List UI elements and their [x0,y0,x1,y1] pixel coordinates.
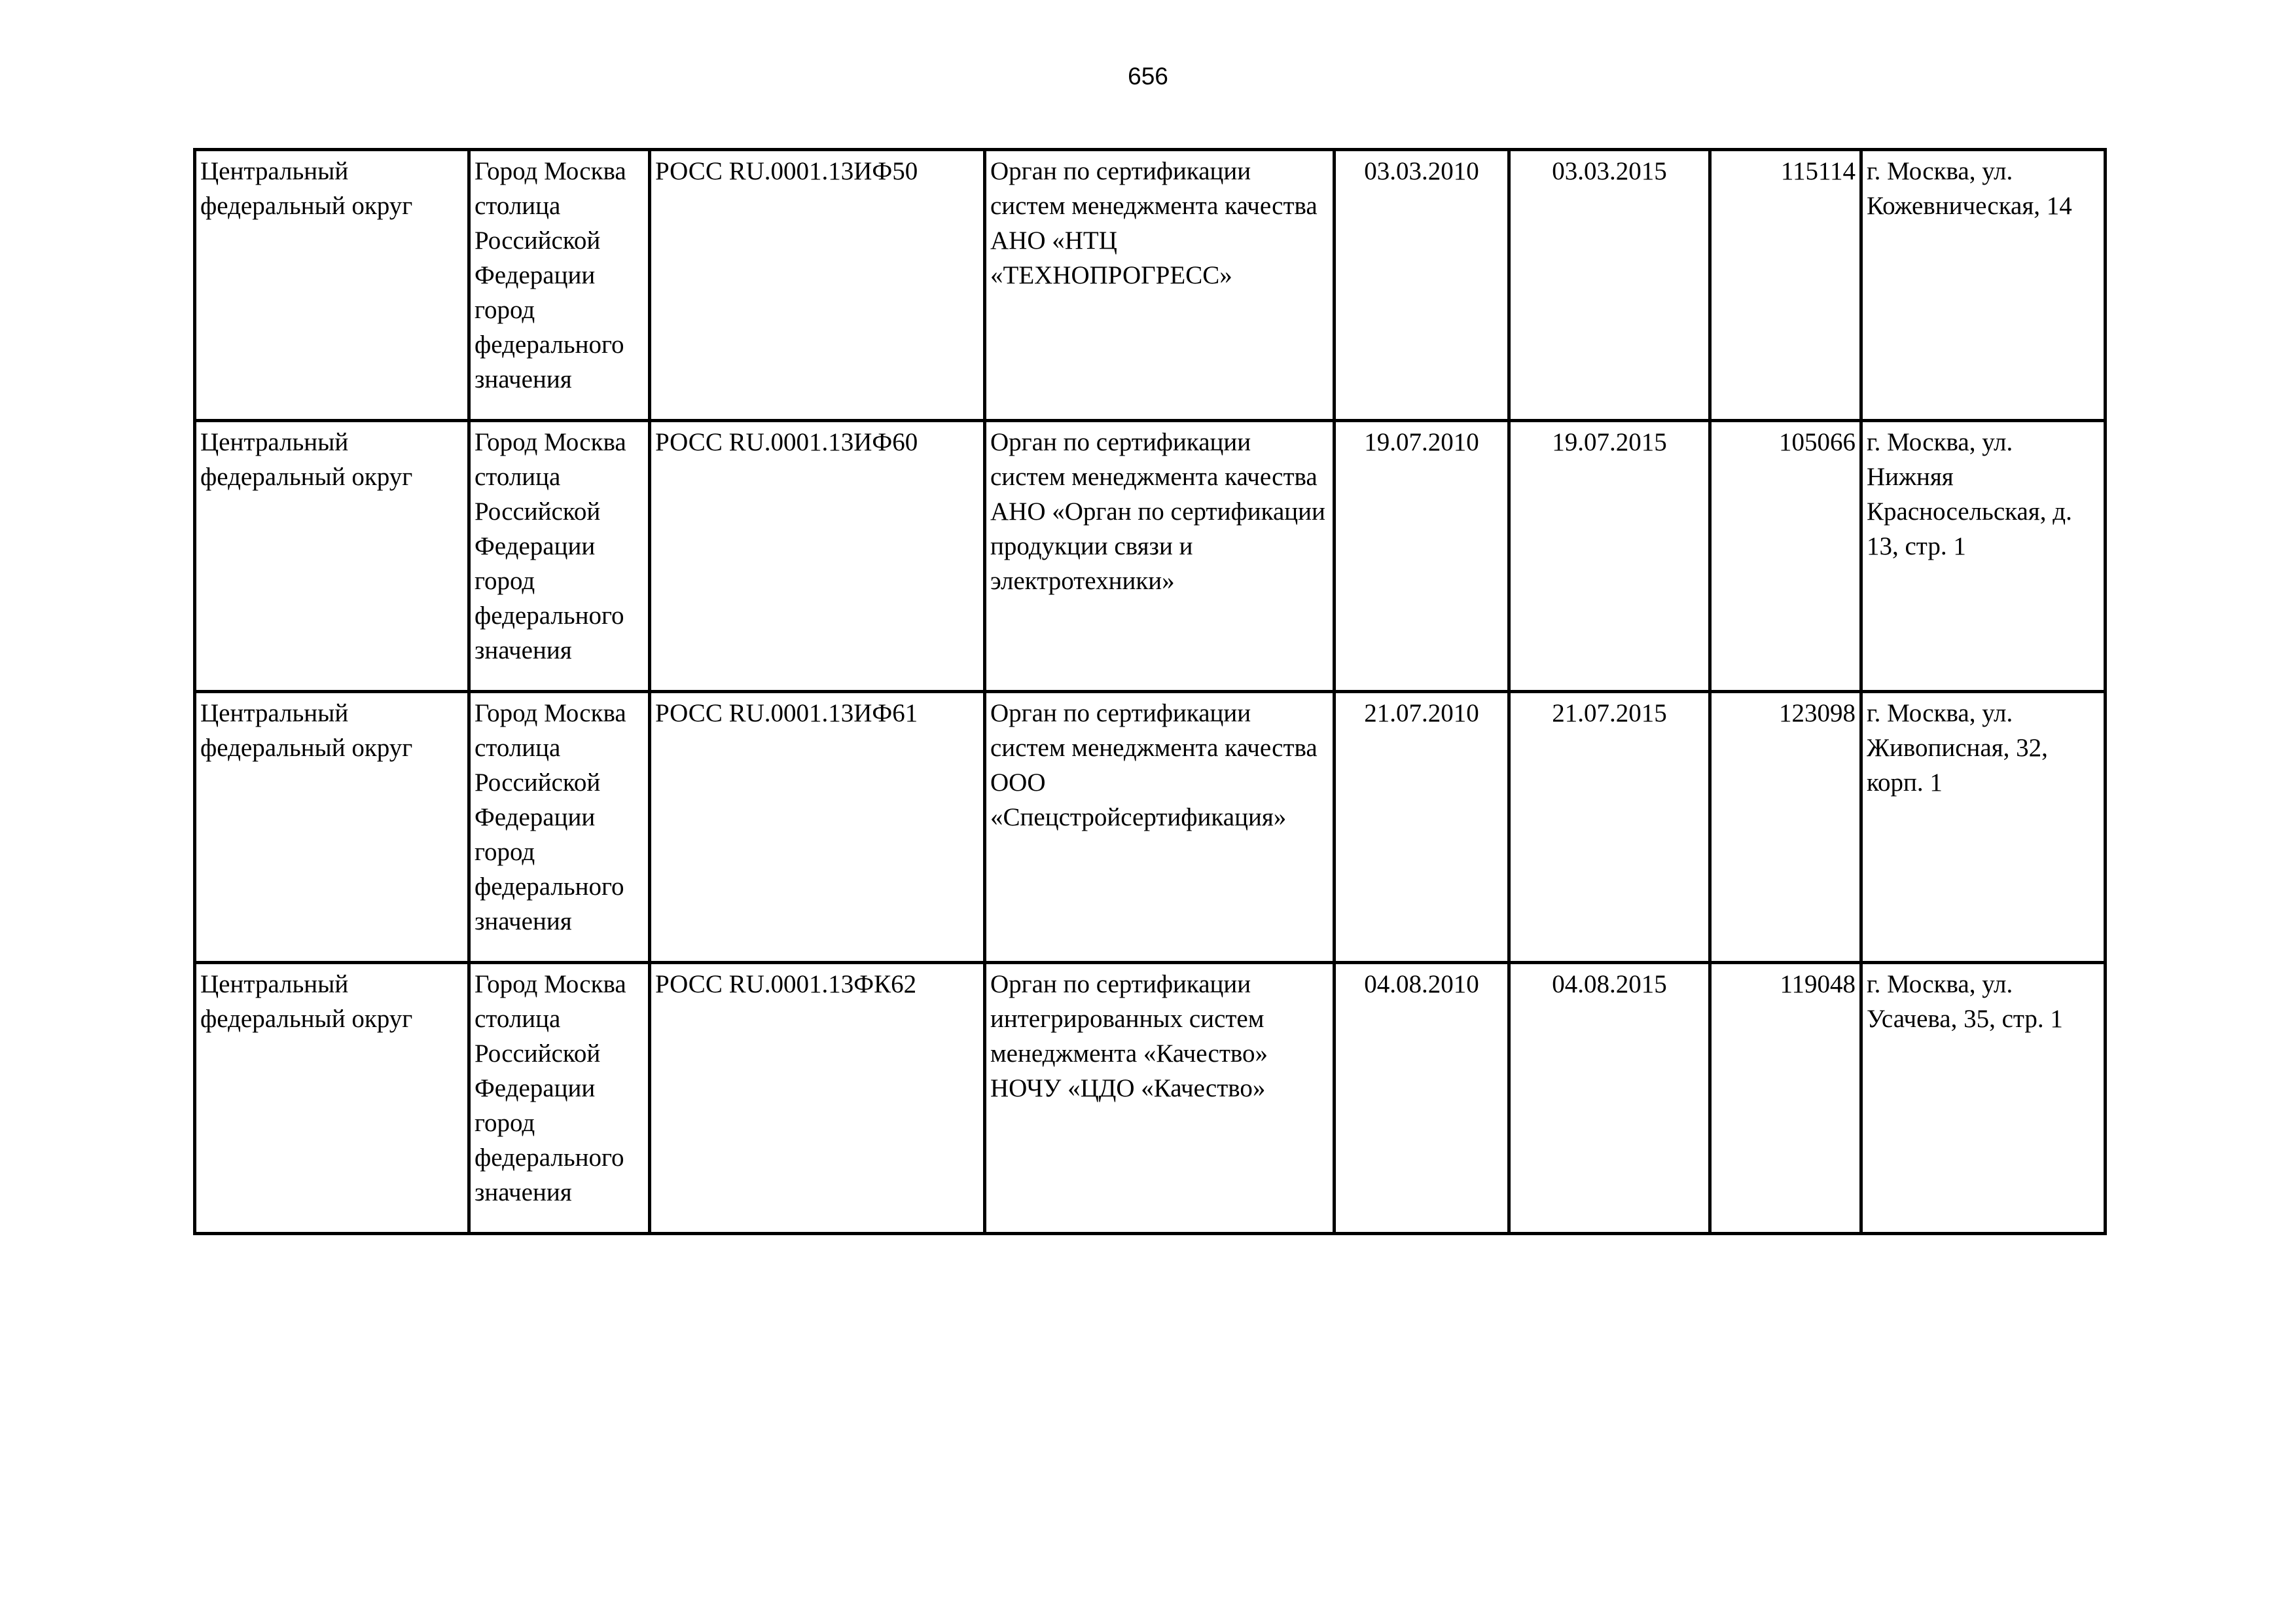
postal-code-cell: 115114 [1710,150,1861,421]
organization-cell: Орган по сертификации систем менеджмента качества ООО «Спецстройсертификация» [985,692,1335,963]
address-cell: г. Москва, ул. Усачева, 35, стр. 1 [1861,963,2106,1234]
date-from-cell: 21.07.2010 [1335,692,1509,963]
table-row [195,963,2106,1234]
organization-cell: Орган по сертификации интегрированных систем менеджмента «Качество» НОЧУ «ЦДО «Качество» [985,963,1335,1234]
date-to-cell: 04.08.2015 [1509,963,1710,1234]
district-cell: Центральный федеральный округ [195,692,469,963]
date-to-cell: 03.03.2015 [1509,150,1710,421]
district-cell: Центральный федеральный округ [195,421,469,692]
postal-code-cell: 105066 [1710,421,1861,692]
address-cell: г. Москва, ул. Кожевническая, 14 [1861,150,2106,421]
date-to-cell: 21.07.2015 [1509,692,1710,963]
table-row [195,692,2106,963]
region-cell [469,150,650,421]
region-text: Город Москва столица Российской Федерации город федерального значения [475,970,626,1206]
address-cell: г. Москва, ул. Живописная, 32, корп. 1 [1861,692,2106,963]
date-from-cell: 04.08.2010 [1335,963,1509,1234]
region-cell [469,421,650,692]
table-row [195,150,2106,421]
region-text: Город Москва столица Российской Федерации город федерального значения [475,428,626,664]
reg-number-cell: РОСС RU.0001.13ИФ60 [650,421,985,692]
date-from-cell: 03.03.2010 [1335,150,1509,421]
organization-cell: Орган по сертификации систем менеджмента качества АНО «Орган по сертификации продукции связи и электротехники» [985,421,1335,692]
region-cell [469,692,650,963]
region-cell [469,963,650,1234]
postal-code-cell: 119048 [1710,963,1861,1234]
district-cell: Центральный федеральный округ [195,963,469,1234]
table-row [195,421,2106,692]
postal-code-cell: 123098 [1710,692,1861,963]
region-text: Город Москва столица Российской Федерации город федерального значения [475,699,626,935]
reg-number-cell: РОСС RU.0001.13ФК62 [650,963,985,1234]
region-text: Город Москва столица Российской Федерации город федерального значения [475,157,626,393]
date-to-cell: 19.07.2015 [1509,421,1710,692]
registry-table [193,148,2107,1235]
date-from-cell: 19.07.2010 [1335,421,1509,692]
page-number: 656 [1128,63,1168,90]
address-cell: г. Москва, ул. Нижняя Красносельская, д. 13, стр. 1 [1861,421,2106,692]
district-cell: Центральный федеральный округ [195,150,469,421]
reg-number-cell: РОСС RU.0001.13ИФ50 [650,150,985,421]
organization-cell: Орган по сертификации систем менеджмента качества АНО «НТЦ «ТЕХНОПРОГРЕСС» [985,150,1335,421]
reg-number-cell: РОСС RU.0001.13ИФ61 [650,692,985,963]
